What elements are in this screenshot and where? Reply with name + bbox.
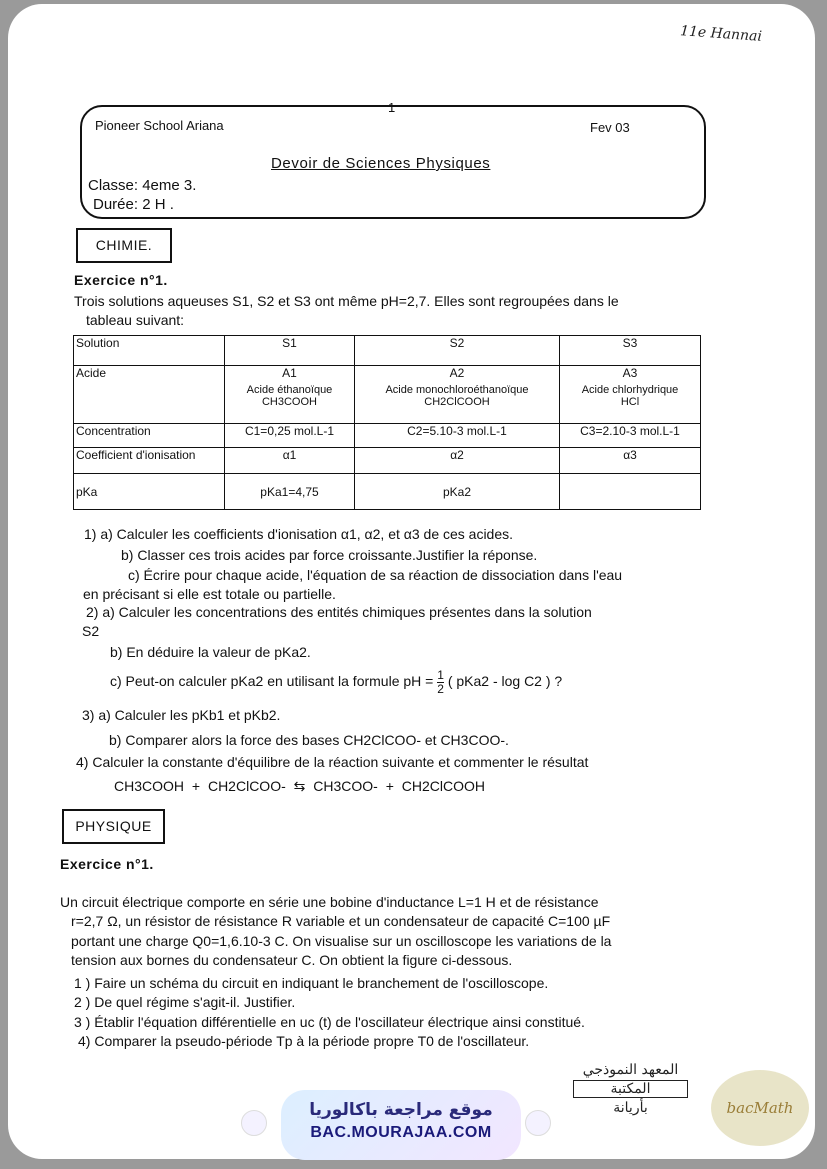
exam-sheet xyxy=(8,4,815,1159)
acide-formula: HCl xyxy=(620,396,640,408)
physique-intro-line2: r=2,7 Ω, un résistor de résistance R variable et un condensateur de capacité C=100 µF xyxy=(71,913,611,929)
cell-s1: S1 xyxy=(225,336,355,366)
cell-pka-3 xyxy=(560,474,701,510)
cell-s2: S2 xyxy=(355,336,560,366)
question-2c-post: ( pKa2 - log C2 ) ? xyxy=(447,673,563,690)
site-banner[interactable] xyxy=(281,1090,521,1160)
chimie-label: CHIMIE. xyxy=(76,228,172,263)
school-name: Pioneer School Ariana xyxy=(95,118,224,133)
row-label-solution: Solution xyxy=(74,336,225,366)
duree-row xyxy=(93,196,174,213)
question-2a-line1: 2) a) Calculer les concentrations des entités chimiques présentes dans la solution xyxy=(86,604,592,620)
row-label-coefficient: Coefficient d'ionisation xyxy=(74,448,225,474)
physique-question-3: 3 ) Établir l'équation différentielle en uc (t) de l'oscillateur électrique ainsi constitué. xyxy=(74,1014,585,1030)
question-3b: b) Comparer alors la force des bases CH2ClCOO- et CH3COO-. xyxy=(109,732,509,748)
chimie-exercise-title: Exercice n°1. xyxy=(74,272,168,288)
question-2c xyxy=(110,669,562,696)
cell-alpha-2: α2 xyxy=(355,448,560,474)
cell-acide-2 xyxy=(355,366,560,424)
acide-formula: CH2ClCOOH xyxy=(424,396,490,408)
acide-symbol: A3 xyxy=(622,366,638,380)
table-row xyxy=(74,336,701,366)
banner-url[interactable]: BAC.MOURAJAA.COM xyxy=(310,1124,492,1141)
acide-symbol: A2 xyxy=(449,366,465,380)
row-label-concentration: Concentration xyxy=(74,424,225,448)
reaction-equation: CH3COOH + CH2ClCOO- ⇆ CH3COO- + CH2ClCOOH xyxy=(114,778,485,794)
acide-formula: CH3COOH xyxy=(261,396,317,408)
acid-table xyxy=(73,335,701,510)
physique-question-2: 2 ) De quel régime s'agit-il. Justifier. xyxy=(74,994,296,1010)
cell-concentration-1: C1=0,25 mol.L-1 xyxy=(225,424,355,448)
row-label-acide: Acide xyxy=(74,366,225,424)
question-1c-line2: en précisant si elle est totale ou partielle. xyxy=(83,586,336,602)
half-fraction xyxy=(437,669,444,696)
question-2a-line2: S2 xyxy=(82,623,100,639)
acide-name: Acide éthanoïque xyxy=(246,384,333,396)
chimie-intro-line1: Trois solutions aqueuses S1, S2 et S3 ont même pH=2,7. Elles sont regroupées dans le xyxy=(74,293,619,309)
physique-exercise-title: Exercice n°1. xyxy=(60,856,154,872)
stamp-line1: المعهد النموذجي xyxy=(582,1062,679,1078)
fraction-numerator: 1 xyxy=(437,668,444,682)
physique-intro-line1: Un circuit électrique comporte en série une bobine d'inductance L=1 H et de résistance xyxy=(60,894,599,910)
fraction-denominator: 2 xyxy=(437,682,444,696)
physique-intro-line3: portant une charge Q0=1,6.10-3 C. On visualise sur un oscilloscope les variations de la xyxy=(71,933,612,949)
stamp-line3: بأريانة xyxy=(613,1100,648,1116)
question-3a: 3) a) Calculer les pKb1 et pKb2. xyxy=(82,707,281,723)
corner-handwritten-note: 11e Hannai xyxy=(679,23,763,45)
cell-alpha-1: α1 xyxy=(225,448,355,474)
question-1c-line1: c) Écrire pour chaque acide, l'équation de sa réaction de dissociation dans l'eau xyxy=(128,567,623,583)
classe-label: Classe: xyxy=(88,177,139,194)
cell-concentration-2: C2=5.10-3 mol.L-1 xyxy=(355,424,560,448)
physique-label: PHYSIQUE xyxy=(62,809,165,844)
table-row xyxy=(74,474,701,510)
badge-icon xyxy=(525,1110,551,1136)
physique-question-4: 4) Comparer la pseudo-période Tp à la période propre T0 de l'oscillateur. xyxy=(78,1033,530,1049)
bacmath-logo xyxy=(711,1070,809,1146)
exam-title: Devoir de Sciences Physiques xyxy=(271,155,491,172)
question-2b: b) En déduire la valeur de pKa2. xyxy=(110,644,311,660)
acide-name: Acide chlorhydrique xyxy=(581,384,679,396)
cell-s3: S3 xyxy=(560,336,701,366)
physique-intro-line4: tension aux bornes du condensateur C. On obtient la figure ci-dessous. xyxy=(71,952,513,968)
cell-alpha-3: α3 xyxy=(560,448,701,474)
row-label-pka: pKa xyxy=(74,474,225,510)
exam-date: Fev 03 xyxy=(590,120,630,135)
acide-name: Acide monochloroéthanoïque xyxy=(385,384,529,396)
classe-value: 4eme 3. xyxy=(142,177,197,194)
table-row xyxy=(74,448,701,474)
cell-pka-2: pKa2 xyxy=(355,474,560,510)
question-1b: b) Classer ces trois acides par force croissante.Justifier la réponse. xyxy=(121,547,538,563)
duree-label: Durée: xyxy=(93,196,139,213)
page-marker: 1 xyxy=(388,100,396,115)
question-2c-pre: c) Peut-on calculer pKa2 en utilisant la formule pH = xyxy=(110,673,434,690)
cell-pka-1: pKa1=4,75 xyxy=(225,474,355,510)
badge-icon xyxy=(241,1110,267,1136)
question-1a: 1) a) Calculer les coefficients d'ionisation α1, α2, et α3 de ces acides. xyxy=(84,526,514,542)
table-row xyxy=(74,424,701,448)
library-stamp xyxy=(553,1062,708,1130)
cell-acide-3 xyxy=(560,366,701,424)
question-4: 4) Calculer la constante d'équilibre de la réaction suivante et commenter le résultat xyxy=(76,754,589,770)
logo-text: bacMath xyxy=(726,1099,794,1117)
stamp-line2: المكتبة xyxy=(573,1080,688,1098)
duree-value: 2 H . xyxy=(142,196,174,213)
table-row xyxy=(74,366,701,424)
classe-row xyxy=(88,177,196,194)
physique-question-1: 1 ) Faire un schéma du circuit en indiquant le branchement de l'oscilloscope. xyxy=(74,975,549,991)
banner-arabic-title: موقع مراجعة باكالوريا xyxy=(309,1100,493,1120)
cell-concentration-3: C3=2.10-3 mol.L-1 xyxy=(560,424,701,448)
chimie-intro-line2: tableau suivant: xyxy=(86,312,185,328)
acide-symbol: A1 xyxy=(282,366,297,380)
cell-acide-1 xyxy=(225,366,355,424)
